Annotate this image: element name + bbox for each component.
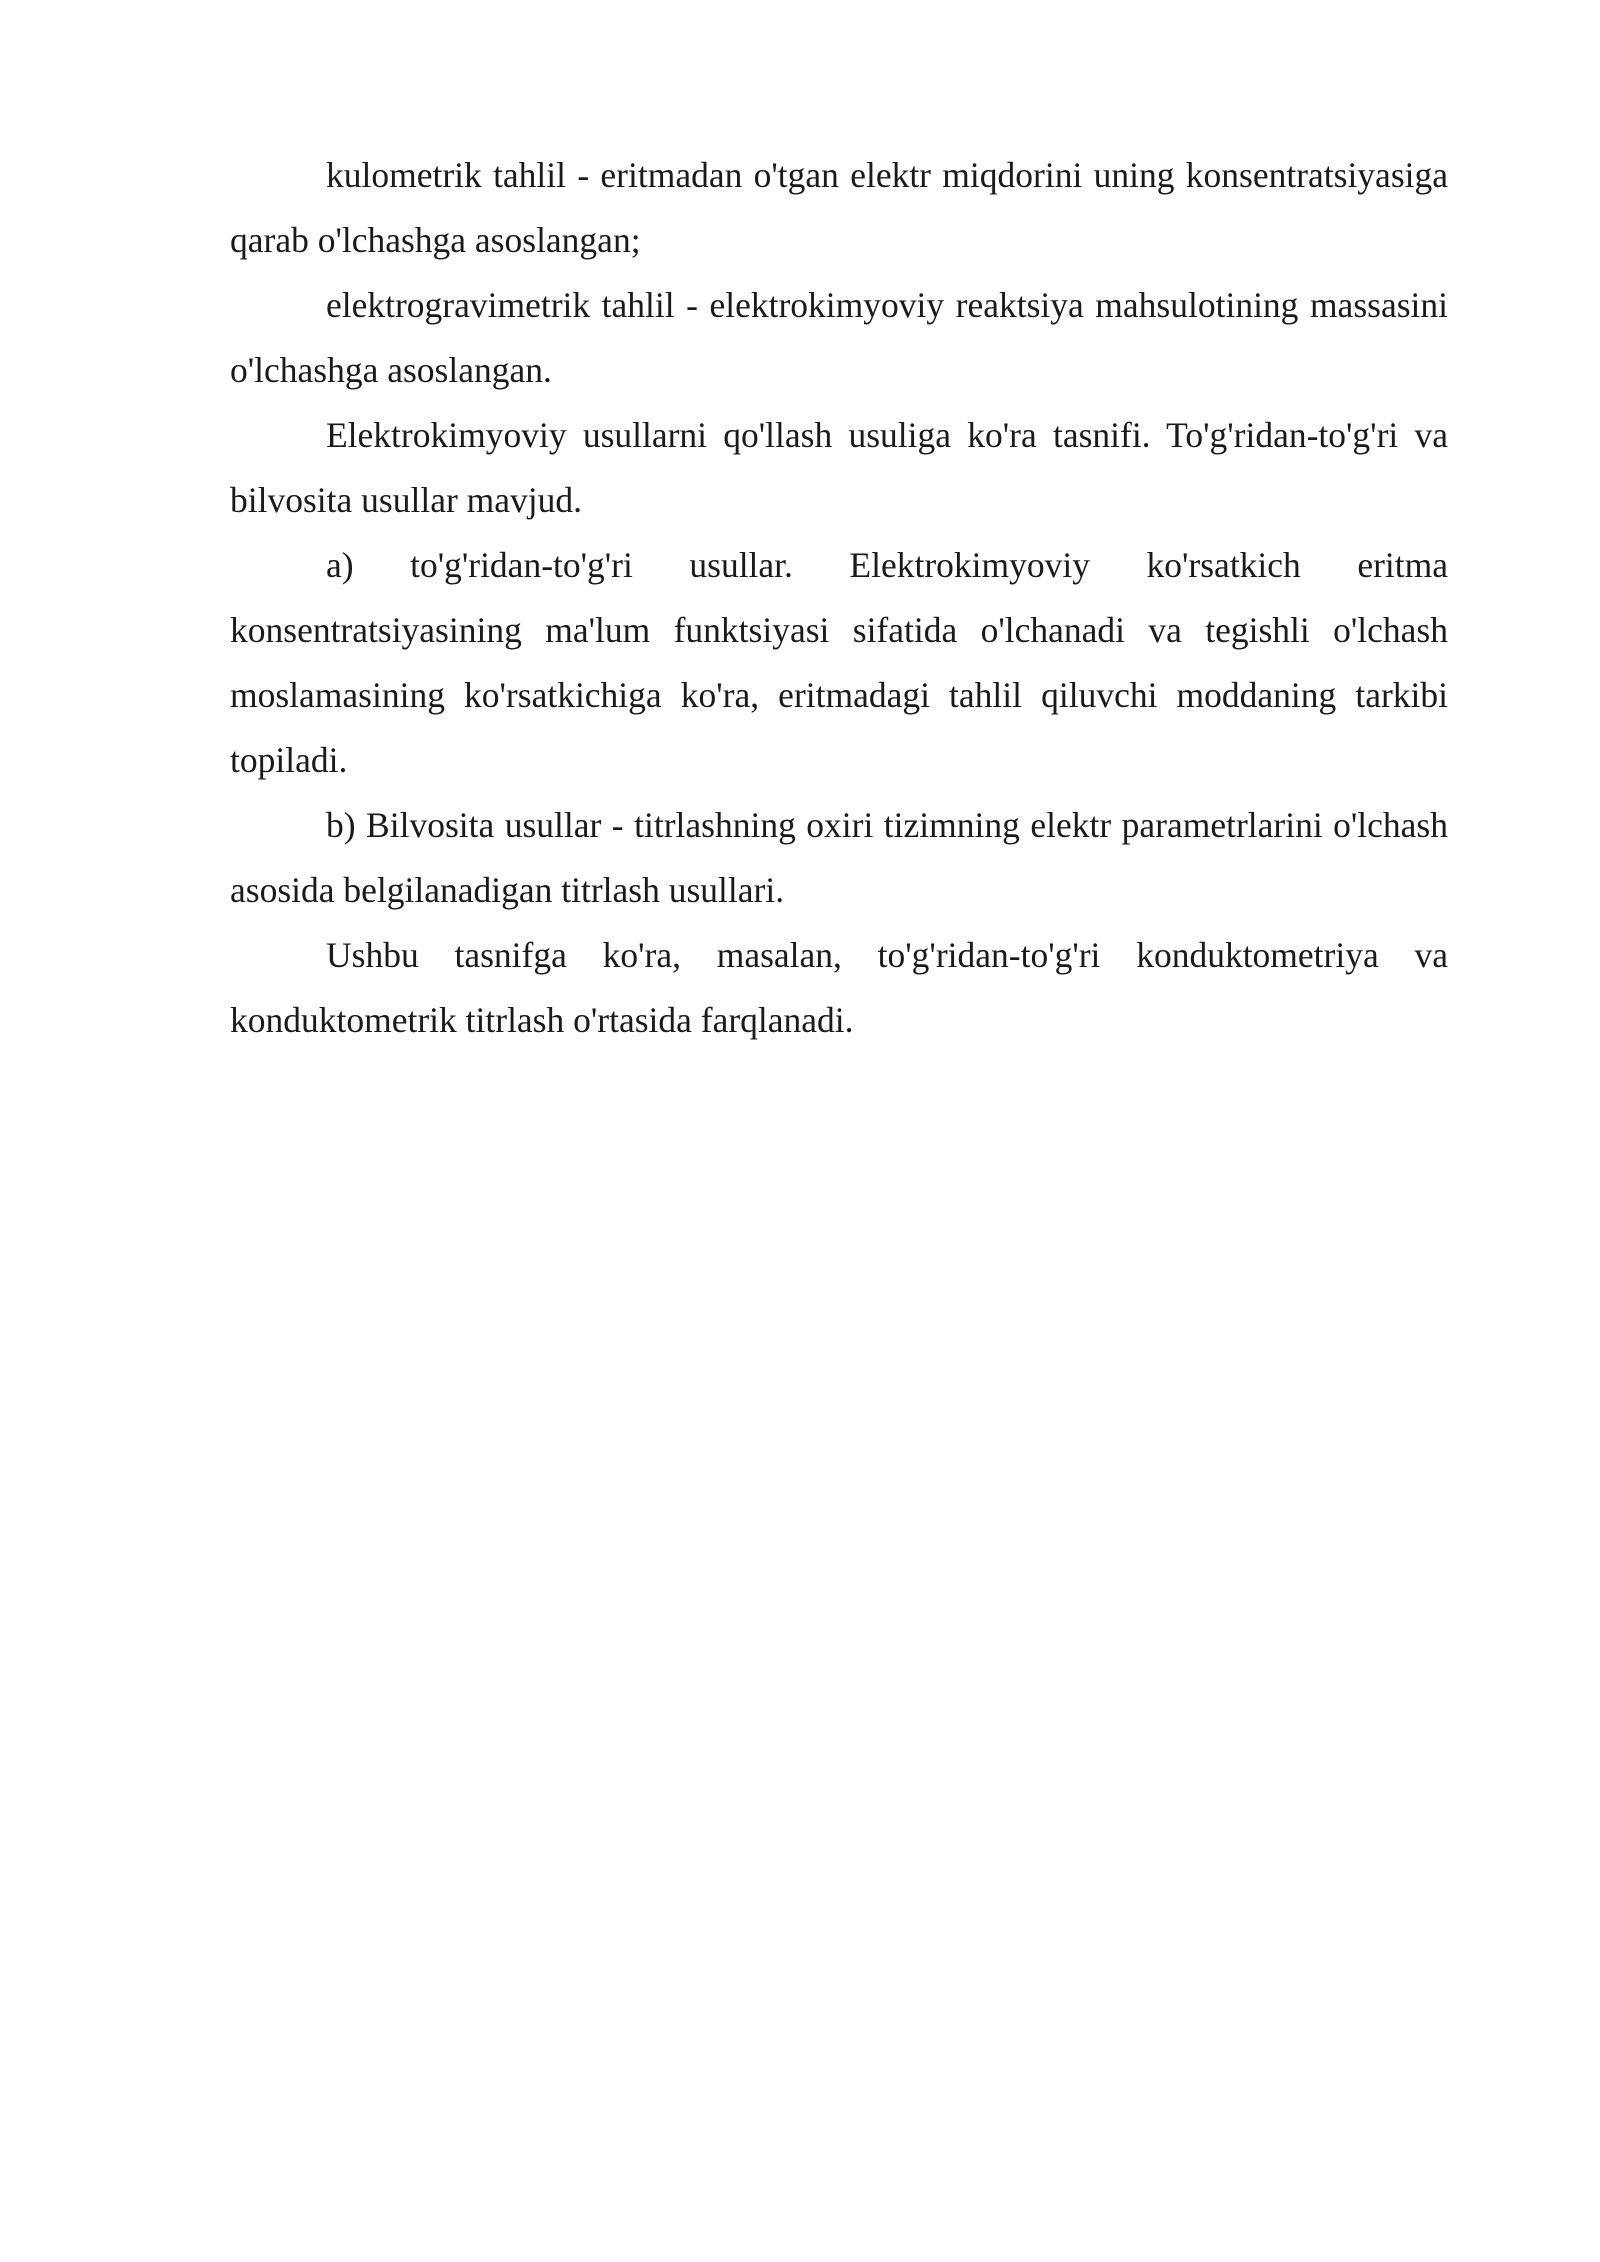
paragraph-coulometric-analysis: kulometrik tahlil - eritmadan o'tgan elektr miqdorini uning konsentratsiyasiga qarab o'lchashga asoslangan; bbox=[230, 155, 1448, 260]
paragraph-classification: Elektrokimyoviy usullarni qo'llash usuliga ko'ra tasnifi. To'g'ridan-to'g'ri va bilvosita usullar mavjud. bbox=[230, 415, 1448, 520]
paragraph-conductometry-example: Ushbu tasnifga ko'ra, masalan, to'g'ridan-to'g'ri konduktometriya va konduktometrik titrlash o'rtasida farqlanadi. bbox=[230, 935, 1448, 1040]
paragraph-indirect-methods: b) Bilvosita usullar - titrlashning oxiri tizimning elektr parametrlarini o'lchash asosida belgilanadigan titrlash usullari. bbox=[230, 805, 1448, 910]
paragraph-direct-methods: a) to'g'ridan-to'g'ri usullar. Elektrokimyoviy ko'rsatkich eritma konsentratsiyasining ma'lum funktsiyasi sifatida o'lchanadi va tegishli o'lchash moslamasining ko'rsatkichiga ko'ra, eritmadagi tahlil qiluvchi moddaning tarkibi topiladi. bbox=[230, 545, 1448, 780]
paragraph-electrogravimetric-analysis: elektrogravimetrik tahlil - elektrokimyoviy reaktsiya mahsulotining massasini o'lchashga asoslangan. bbox=[230, 285, 1448, 390]
document-body bbox=[230, 143, 1448, 1053]
